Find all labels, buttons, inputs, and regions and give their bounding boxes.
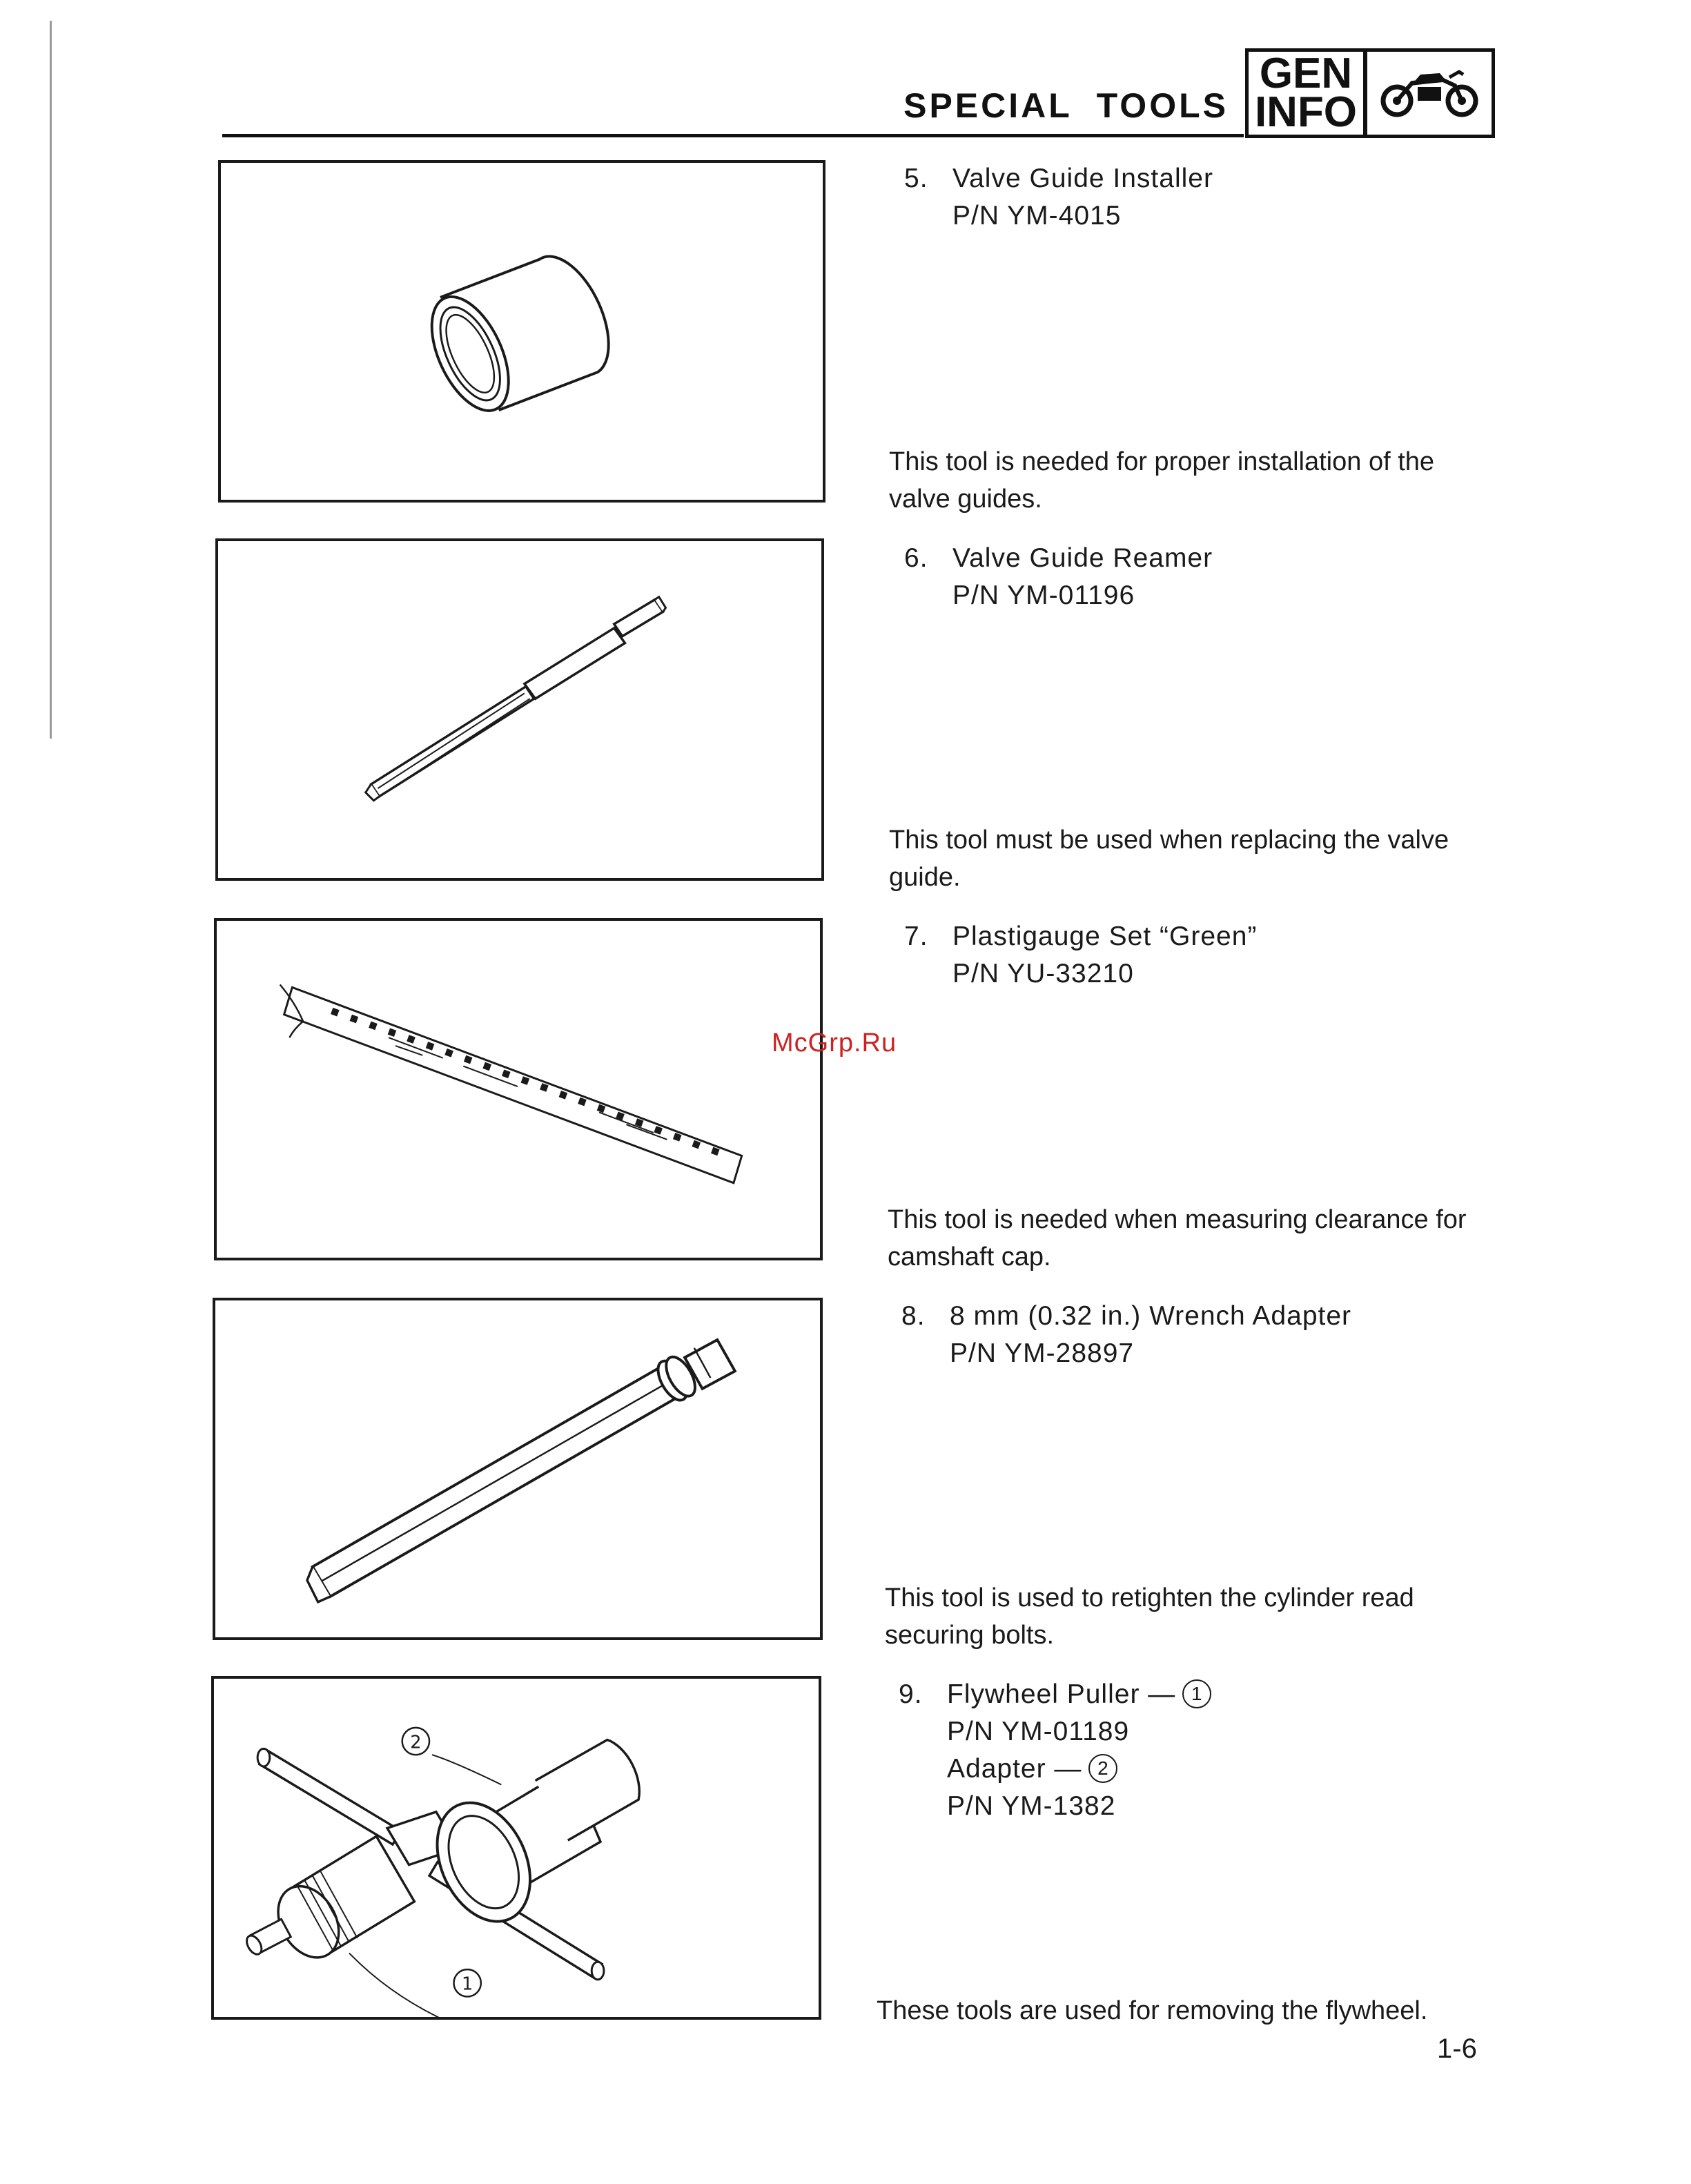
- item-number: 8.: [901, 1301, 926, 1331]
- item-7-description: This tool is needed when measuring clearance for camshaft cap.: [888, 1205, 1467, 1271]
- item-name: Flywheel Puller —: [947, 1679, 1176, 1709]
- badge-line-gen: GEN: [1259, 50, 1353, 97]
- valve-guide-reamer-drawing: [218, 541, 821, 878]
- item-part-number: P/N YM-4015: [952, 201, 1122, 231]
- item-number: 7.: [904, 922, 928, 951]
- page-number: 1-6: [1437, 2034, 1477, 2064]
- gen-info-badge: [1245, 48, 1367, 138]
- item-number: 9.: [899, 1679, 923, 1709]
- callout-2-label: 2: [410, 1732, 422, 1753]
- flywheel-puller-drawing: [214, 1679, 819, 2017]
- item-number: 5.: [904, 164, 928, 193]
- figure-flywheel-puller: [211, 1676, 821, 2020]
- item-sub-part-number: P/N YM-1382: [947, 1791, 1116, 1821]
- motorcycle-icon: [1378, 62, 1481, 124]
- item-name: 8 mm (0.32 in.) Wrench Adapter: [950, 1301, 1352, 1331]
- item-part-number: P/N YM-28897: [950, 1338, 1135, 1368]
- item-6-heading: [904, 540, 1213, 614]
- item-part-number: P/N YM-01196: [952, 581, 1135, 610]
- item-name: Valve Guide Installer: [952, 164, 1213, 193]
- callout-2-badge: 2: [1088, 1754, 1117, 1783]
- valve-guide-installer-drawing: [221, 163, 823, 500]
- item-sub-heading: [899, 1751, 1211, 1788]
- item-number: 6.: [904, 543, 928, 573]
- item-name: Valve Guide Reamer: [952, 543, 1213, 573]
- item-6-description: This tool must be used when replacing the valve guide.: [889, 826, 1449, 892]
- item-9-description: These tools are used for removing the flywheel.: [877, 1996, 1428, 2025]
- item-name: Plastigauge Set “Green”: [952, 922, 1258, 951]
- wrench-adapter-drawing: [215, 1300, 820, 1637]
- figure-wrench-adapter: [213, 1298, 823, 1640]
- figure-plastigauge-set: [214, 918, 823, 1260]
- callout-1-label: 1: [462, 1973, 473, 1995]
- binding-line: [50, 21, 52, 739]
- item-5-description: This tool is needed for proper installation of the valve guides.: [889, 447, 1435, 514]
- item-part-number: P/N YU-33210: [952, 959, 1134, 988]
- header-rule: [222, 134, 1244, 137]
- item-sub-name: Adapter —: [947, 1754, 1082, 1784]
- item-8-heading: [901, 1298, 1351, 1372]
- item-5-heading: [904, 160, 1213, 235]
- badge-line-info: INFO: [1254, 88, 1358, 136]
- figure-valve-guide-installer: [218, 160, 825, 503]
- item-9-heading: [899, 1676, 1211, 1825]
- item-8-description: This tool is used to retighten the cylinder read securing bolts.: [885, 1583, 1414, 1650]
- plastigauge-drawing: [217, 921, 820, 1258]
- item-part-number: P/N YM-01189: [947, 1717, 1130, 1746]
- motorcycle-icon-box: [1364, 48, 1495, 138]
- figure-valve-guide-reamer: [215, 538, 824, 881]
- item-7-heading: [904, 918, 1257, 993]
- page-title: SPECIAL TOOLS: [903, 86, 1229, 125]
- callout-1-badge: 1: [1182, 1679, 1211, 1708]
- watermark: McGrp.Ru: [772, 1028, 897, 1057]
